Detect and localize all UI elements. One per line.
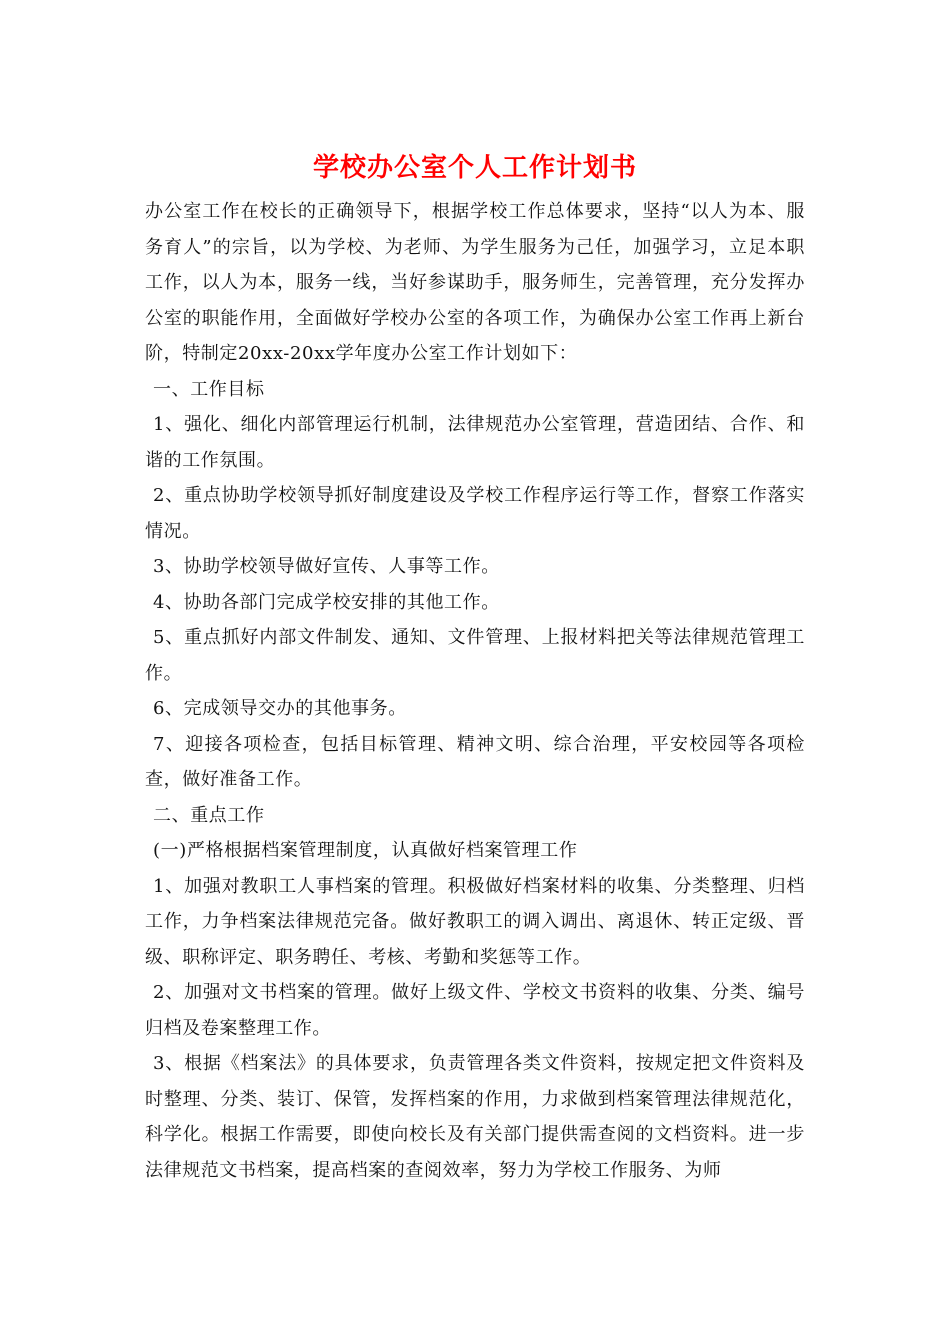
archive-item-3: 3、根据《档案法》的具体要求，负责管理各类文件资料，按规定把文件资料及时整理、分类、装订、保管，发挥档案的作用，力求做到档案管理法律规范化，科学化。根据工作需要，即使向校长及有关部门提供需查阅的文档资料。进一步法律规范文书档案，提高档案的查阅效率，努力为学校工作服务、为师 — [145, 1053, 805, 1181]
goal-item-5: 5、重点抓好内部文件制发、通知、文件管理、上报材料把关等法律规范管理工作。 — [145, 627, 805, 684]
goal-item-4: 4、协助各部门完成学校安排的其他工作。 — [153, 591, 500, 613]
intro-paragraph: 办公室工作在校长的正确领导下，根据学校工作总体要求，坚持“以人为本、服务育人”的宗旨，以为学校、为老师、为学生服务为己任，加强学习，立足本职工作，以人为本，服务一线，当好参谋助手，服务师生，完善管理，充分发挥办公室的职能作用，全面做好学校办公室的各项工作，为确保办公室工作再上新台阶，特制定20xx-20xx学年度办公室工作计划如下： — [145, 201, 805, 364]
section-heading-goals: 一、工作目标 — [153, 378, 265, 400]
goal-item-7: 7、迎接各项检查，包括目标管理、精神文明、综合治理，平安校园等各项检查，做好准备工作。 — [145, 733, 805, 790]
archive-item-2: 2、加强对文书档案的管理。做好上级文件、学校文书资料的收集、分类、编号归档及卷案整理工作。 — [145, 982, 805, 1039]
subsection-heading-archives: (一)严格根据档案管理制度，认真做好档案管理工作 — [153, 840, 578, 861]
goal-item-2: 2、重点协助学校领导抓好制度建设及学校工作程序运行等工作，督察工作落实情况。 — [145, 485, 805, 542]
document-body — [145, 194, 805, 1188]
section-heading-key-work: 二、重点工作 — [153, 804, 265, 826]
document-title: 学校办公室个人工作计划书 — [312, 153, 637, 183]
goal-item-1: 1、强化、细化内部管理运行机制，法律规范办公室管理，营造团结、合作、和谐的工作氛围。 — [145, 414, 805, 471]
archive-item-1: 1、加强对教职工人事档案的管理。积极做好档案材料的收集、分类整理、归档工作，力争档案法律规范完备。做好教职工的调入调出、离退休、转正定级、晋级、职称评定、职务聘任、考核、考勤和奖惩等工作。 — [145, 875, 805, 968]
goal-item-3: 3、协助学校领导做好宣传、人事等工作。 — [153, 556, 500, 577]
goal-item-6: 6、完成领导交办的其他事务。 — [153, 698, 407, 719]
